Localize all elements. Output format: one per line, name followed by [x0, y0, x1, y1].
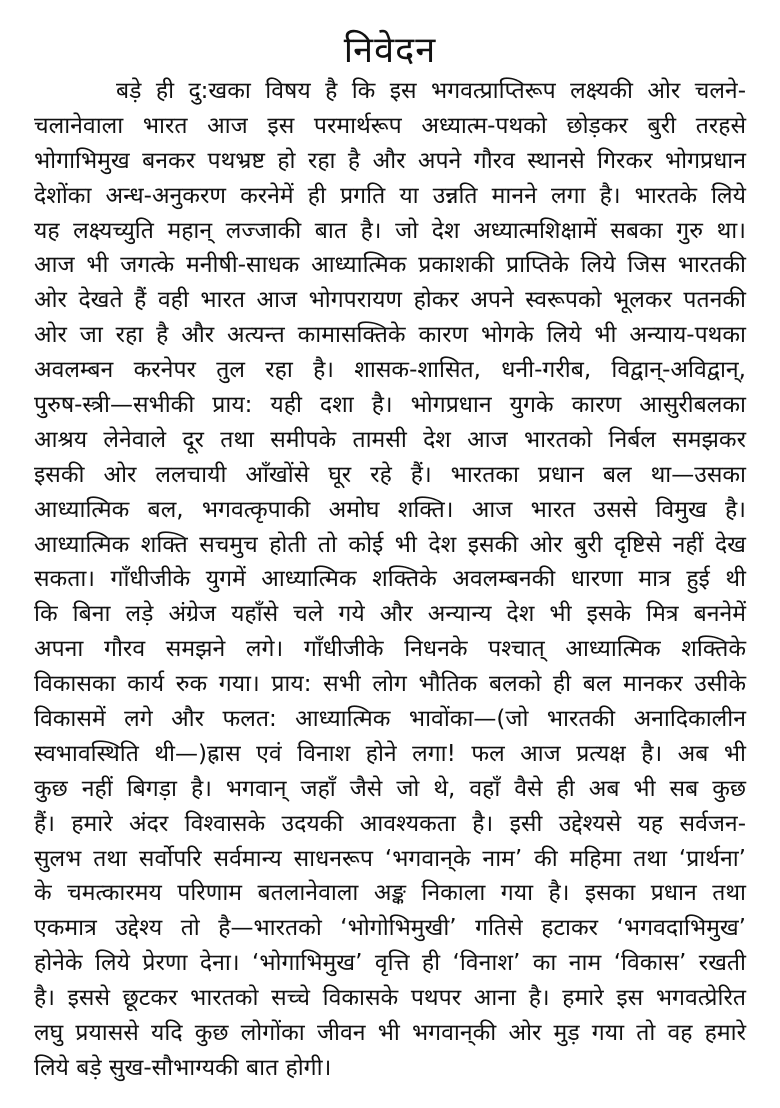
paragraph-line: एकमात्र उद्देश्य तो है—भारतको ‘भोगोभिमुखी’ गतिसे हटाकर ‘भगवदाभिमुख’	[34, 915, 746, 942]
paragraph-line: विकासमें लगे और फलत: आध्यात्मिक भावोंका—(जो भारतकी अनादिकालीन	[34, 706, 746, 733]
paragraph-line: विकासका कार्य रुक गया। प्राय: सभी लोग भौतिक बलको ही बल मानकर उसीके	[34, 671, 746, 698]
paragraph-line: ओर जा रहा है और अत्यन्त कामासक्तिके कारण भोगके लिये भी अन्याय-पथका	[34, 322, 746, 349]
paragraph-line: सुलभ तथा सर्वोपरि सर्वमान्य साधनरूप ‘भगवान्‌के नाम’ की महिमा तथा ‘प्रार्थना’	[34, 845, 746, 872]
paragraph-line: देशोंका अन्ध-अनुकरण करनेमें ही प्रगति या उन्नति मानने लगा है। भारतके लिये	[34, 182, 746, 209]
paragraph-line: लघु प्रयाससे यदि कुछ लोगोंका जीवन भी भगवान्‌की ओर मुड़ गया तो वह हमारे	[34, 1020, 746, 1047]
paragraph-line: पुरुष-स्त्री—सभीकी प्राय: यही दशा है। भोगप्रधान युगके कारण आसुरीबलका	[34, 392, 746, 419]
paragraph-line: भोगाभिमुख बनकर पथभ्रष्ट हो रहा है और अपने गौरव स्थानसे गिरकर भोगप्रधान	[34, 147, 746, 174]
paragraph-line: ओर देखते हैं वही भारत आज भोगपरायण होकर अपने स्वरूपको भूलकर पतनकी	[34, 287, 746, 314]
paragraph-line: सकता। गाँधीजीके युगमें आध्यात्मिक शक्तिके अवलम्बनकी धारणा मात्र हुई थी	[34, 566, 746, 593]
paragraph-line: आध्यात्मिक शक्ति सचमुच होती तो कोई भी देश इसकी ओर बुरी दृष्टिसे नहीं देख	[34, 531, 746, 558]
paragraph-line: इसकी ओर ललचायी आँखोंसे घूर रहे हैं। भारतका प्रधान बल था—उसका	[34, 461, 746, 488]
paragraph-line: स्वभावस्थिति थी—)ह्रास एवं विनाश होने लगा! फल आज प्रत्यक्ष है। अब भी	[34, 740, 746, 767]
paragraph-line: होनेके लिये प्रेरणा देना। ‘भोगाभिमुख’ वृत्ति ही ‘विनाश’ का नाम ‘विकास’ रखती	[34, 950, 746, 977]
paragraph-line: कि बिना लड़े अंग्रेज यहाँसे चले गये और अन्यान्य देश भी इसके मित्र बननेमें	[34, 601, 746, 628]
paragraph-line: है। इससे छूटकर भारतको सच्चे विकासके पथपर आना है। हमारे इस भगवत्प्रेरित	[34, 985, 746, 1012]
paragraph-line: के चमत्कारमय परिणाम बतलानेवाला अङ्क निकाला गया है। इसका प्रधान तथा	[34, 880, 746, 907]
body-paragraph	[34, 74, 746, 1086]
page-title: निवेदन	[343, 30, 437, 72]
paragraph-line: आश्रय लेनेवाले दूर तथा समीपके तामसी देश आज भारतको निर्बल समझकर	[34, 426, 746, 453]
paragraph-line: अवलम्बन करनेपर तुल रहा है। शासक-शासित, धनी-गरीब, विद्वान्-अविद्वान्,	[34, 357, 746, 384]
paragraph-line: आध्यात्मिक बल, भगवत्कृपाकी अमोघ शक्ति। आज भारत उससे विमुख है।	[34, 496, 746, 523]
paragraph-line: यह लक्ष्यच्युति महान् लज्जाकी बात है। जो देश अध्यात्मशिक्षामें सबका गुरु था।	[34, 217, 746, 244]
paragraph-line: चलानेवाला भारत आज इस परमार्थरूप अध्यात्म-पथको छोड़कर बुरी तरहसे	[34, 112, 746, 139]
paragraph-line: अपना गौरव समझने लगे। गाँधीजीके निधनके पश्चात् आध्यात्मिक शक्तिके	[34, 636, 746, 663]
paragraph-line: बड़े ही दु:खका विषय है कि इस भगवत्प्राप्तिरूप लक्ष्यकी ओर चलने-	[116, 78, 746, 104]
paragraph-line: लिये बड़े सुख-सौभाग्यकी बात होगी।	[34, 1054, 332, 1081]
paragraph-line: आज भी जगत्के मनीषी-साधक आध्यात्मिक प्रकाशकी प्राप्तिके लिये जिस भारतकी	[34, 252, 746, 279]
paragraph-line: हैं। हमारे अंदर विश्वासके उदयकी आवश्यकता है। इसी उद्देश्यसे यह सर्वजन-	[34, 810, 746, 837]
paragraph-line: कुछ नहीं बिगड़ा है। भगवान् जहाँ जैसे जो थे, वहाँ वैसे ही अब भी सब कुछ	[34, 775, 746, 802]
